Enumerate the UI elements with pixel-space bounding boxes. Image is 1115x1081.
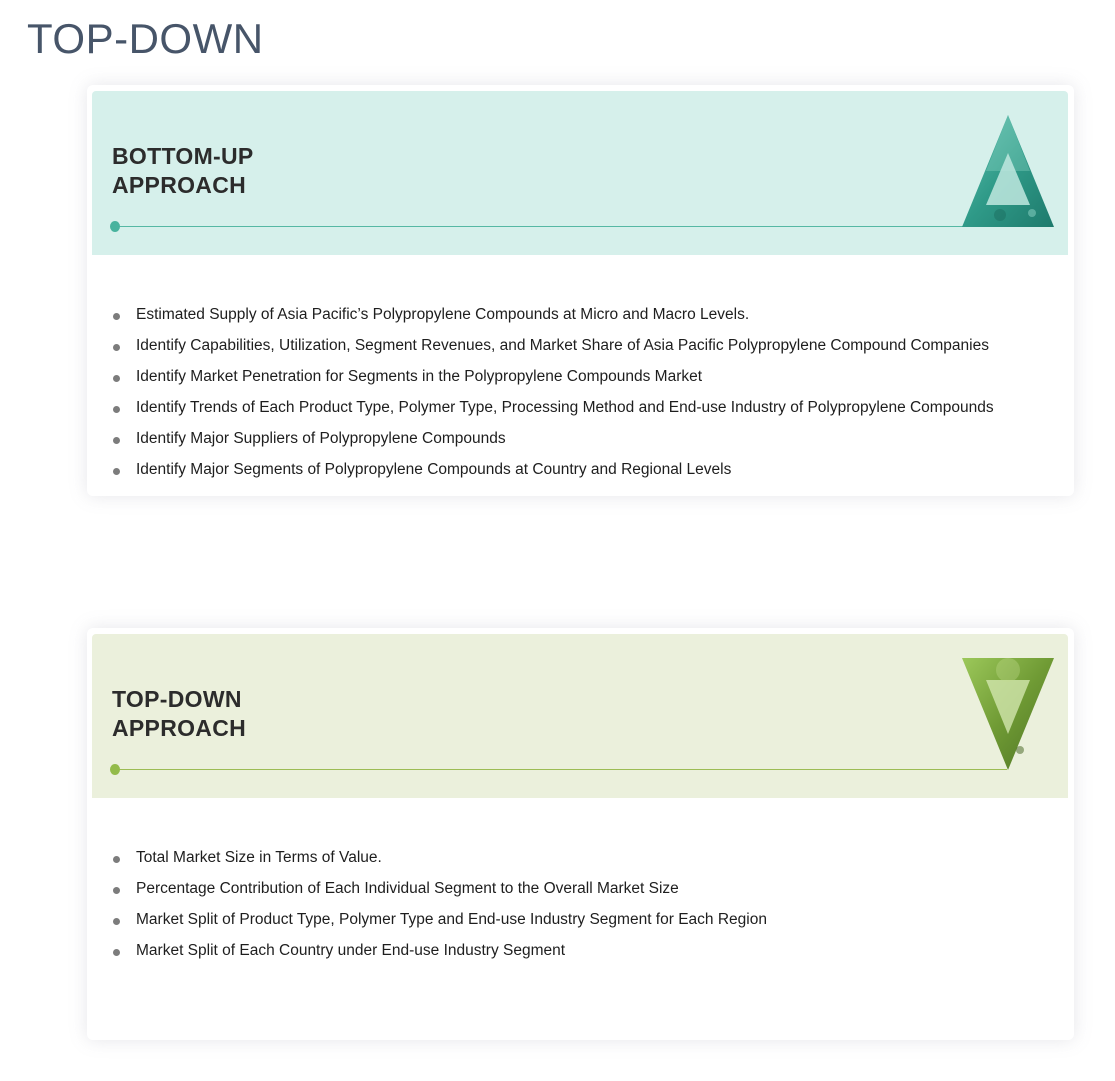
top-down-title-line1: TOP-DOWN	[112, 686, 242, 712]
list-item: Estimated Supply of Asia Pacific’s Polypropylene Compounds at Micro and Macro Levels.	[113, 299, 994, 330]
list-item: Identify Capabilities, Utilization, Segment Revenues, and Market Share of Asia Pacific Polypropylene Compound Companies	[113, 330, 994, 361]
top-down-title	[112, 685, 246, 743]
bottom-up-list	[113, 299, 994, 485]
list-item: Total Market Size in Terms of Value.	[113, 842, 767, 873]
list-item: Identify Trends of Each Product Type, Polymer Type, Processing Method and End-use Industry of Polypropylene Compounds	[113, 392, 994, 423]
list-item: Identify Market Penetration for Segments in the Polypropylene Compounds Market	[113, 361, 994, 392]
bottom-up-title	[112, 142, 254, 200]
triangle-down-icon	[960, 656, 1056, 772]
bottom-up-title-line1: BOTTOM-UP	[112, 143, 254, 169]
bottom-up-header	[92, 91, 1068, 255]
list-item: Market Split of Product Type, Polymer Type and End-use Industry Segment for Each Region	[113, 904, 767, 935]
top-down-card	[87, 628, 1074, 1040]
top-down-timeline-dot	[110, 764, 120, 775]
page-title: TOP-DOWN	[27, 15, 264, 62]
top-down-list	[113, 842, 767, 966]
bottom-up-timeline-line	[115, 226, 965, 227]
triangle-up-icon	[960, 113, 1056, 229]
list-item: Identify Major Suppliers of Polypropylene Compounds	[113, 423, 994, 454]
list-item: Percentage Contribution of Each Individual Segment to the Overall Market Size	[113, 873, 767, 904]
top-down-title-line2: APPROACH	[112, 715, 247, 741]
list-item: Market Split of Each Country under End-use Industry Segment	[113, 935, 767, 966]
bottom-up-card	[87, 85, 1074, 496]
bottom-up-title-line2: APPROACH	[112, 172, 247, 198]
top-down-header	[92, 634, 1068, 798]
bottom-up-timeline-dot	[110, 221, 120, 232]
top-down-timeline-line	[115, 769, 1007, 770]
list-item: Identify Major Segments of Polypropylene Compounds at Country and Regional Levels	[113, 454, 994, 485]
